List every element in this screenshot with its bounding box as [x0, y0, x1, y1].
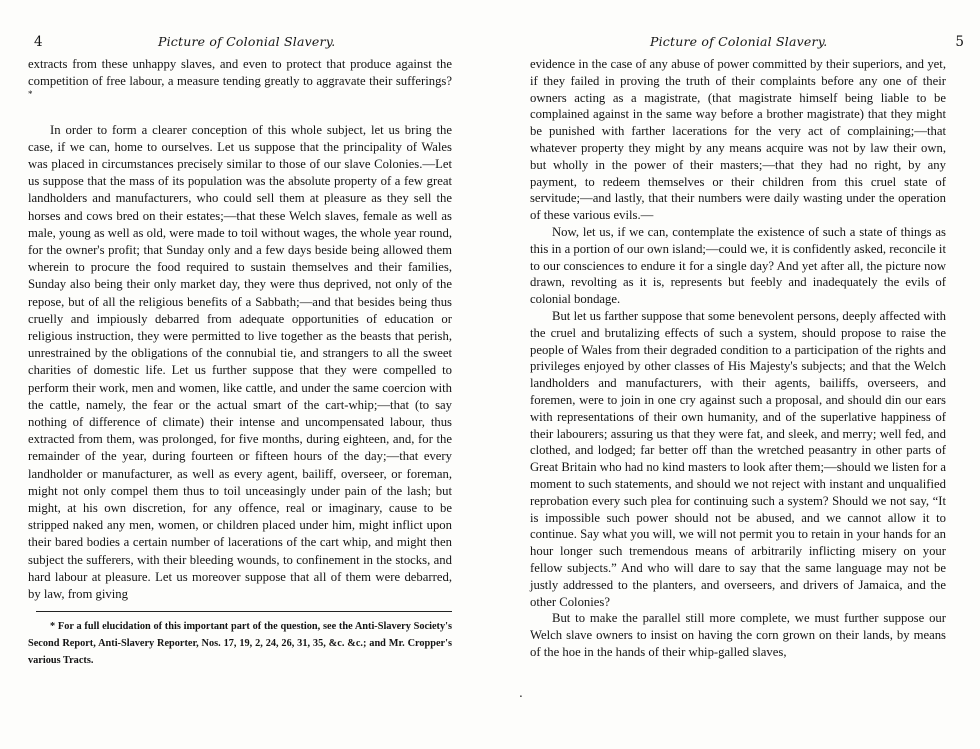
page-number-right: 5 [955, 34, 964, 50]
running-title-right: Picture of Colonial Slavery. [650, 34, 828, 49]
footnote-reference: * [28, 89, 33, 100]
footnote [28, 619, 452, 669]
footnote-divider [36, 611, 452, 612]
body-paragraph-wales: In order to form a clearer conception of this whole subject, let us bring the case, if we can, home to ourselves. Let us suppose that the principality of Wales was placed in circumstances precisely similar to those of our slave Colonies.—Let us suppose that the mass of its population was the absolute property of a few great landholders and manufacturers, who could sell them at pleasure as they sell the horses and cows bred on their estates;—that these Welch slaves, female as well as male, young as well as old, were made to toil without wages, the whole year round, for the owner's profit; that Sunday only and a few days beside being allowed them wherein to procure the food required to sustain themselves and their families, Sunday also being their only market day, they were thus deprived, not only of the repose, but of all the religious benefits of a Sabbath;—and that besides being thus cruelly and impiously debarred from adequate opportunities of education or religious instruction, they were permitted to live together as the beasts that perish, unrestrained by the obligations of the connubial tie, and strangers to all the sweet charities of domestic life. Let us further suppose that they were compelled to perform their work, men and women, like cattle, and under the same coercion with the cattle, namely, the fear or the actual smart of the cart-whip;—that (to say nothing of difference of climate) their intense and uncompensated labour, thus extracted from them, was prolonged, for five months, during eighteen, and, for the remainder of the year, during fourteen or fifteen hours of the day;—that every landholder or manufacturer, as well as every agent, bailiff, overseer, or foreman, might not only compel them thus to toil unceasingly under pain of the lash; but might, at his own discretion, for any offence, real or imaginary, cause to be stripped naked any men, women, or children placed under him, might inflict upon their bared bodies a certain number of lacerations of the cart whip, and might then subject the sufferers, with their bleeding wounds, to confinement in the stocks, and hard labour at pleasure. Let us moreover suppose that all of them were debarred, by law, from giving [28, 122, 452, 602]
left-page-body [28, 56, 452, 603]
right-page [530, 0, 964, 661]
left-page [28, 0, 452, 670]
body-paragraph-benevolent: But let us farther suppose that some benevolent persons, deeply affected with the cruel and brutalizing effects of such a system, should propose to raise the people of Wales from their degraded condition to a participation of the rights and privileges enjoyed by other classes of His Majesty's subjects; and that the Welch landholders and manufacturers, with their agents, bailiffs, overseers, and foremen, were to join in one cry against such a proposal, and should din our ears with representations of their own humanity, and of the superlative happiness of their labourers; assuring us that they were fat, and sleek, and merry; well fed, and clothed, and lodged; far better off than the wretched peasantry in other parts of Great Britain who had no kind masters to look after them;—should we listen for a moment to such statements, and should we not reject with instant and unqualified reprobation every such plea for continuing such a system? Should we not say, “It is impossible such power should not be abused, and we cannot allow it to continue. Say what you will, we will not permit you to retain in your hands for an hour longer such tremendous means of arbitrarily inflicting misery on your fellow subjects.” And who will dare to say that the same language may not be justly addressed to the planters, and overseers, and drivers of Jamaica, and the other Colonies? [530, 308, 946, 609]
right-page-body [530, 56, 946, 661]
page-number-left: 4 [34, 34, 43, 50]
running-title-left: Picture of Colonial Slavery. [158, 34, 336, 49]
body-paragraph-parallel: But to make the parallel still more complete, we must further suppose our Welch slave owners to insist on having the corn grown on their lands, by means of the hoe in the hands of their whip-galled slaves, [530, 611, 946, 659]
right-page-header [530, 32, 964, 54]
opening-text: extracts from these unhappy slaves, and even to protect that produce against the competition of free labour, a measure tending greatly to aggravate their sufferings? [28, 57, 452, 89]
footnote-text: * For a full elucidation of this important part of the question, see the Anti-Slavery Society's Second Report, Anti-Slavery Reporter, Nos. 17, 19, 2, 24, 26, 31, 35, &c. &c.; and Mr. Cropper's various Tracts. [28, 621, 452, 666]
left-page-header [28, 32, 452, 54]
body-paragraph-contemplate: Now, let us, if we can, contemplate the existence of such a state of things as this in a portion of our own island;—could we, it is confidently asked, reconcile it to our consciences to endure it for a single day? And yet after all, the picture now drawn, revolting as it is, represents but feebly and inadequately the evils of colonial bondage. [530, 224, 946, 307]
gutter-mark: . [519, 686, 523, 700]
opening-paragraph [28, 56, 452, 108]
body-paragraph-evidence: evidence in the case of any abuse of power committed by their superiors, and yet, if they failed in proving the truth of their complaints before any one of their owners acting as a magistrate, (that magistrate himself being liable to be complained against in the same way before a brother magistrate) that they might be punished with farther lacerations for the very act of complaining;—that whatever property they might by any means acquire was not by law their own, but wholly in the power of their masters;—that they had no right, by any payment, to redeem themselves or their children from this cruel state of servitude;—and lastly, that their numbers were daily wasting under the operation of these various evils.— [530, 57, 946, 223]
